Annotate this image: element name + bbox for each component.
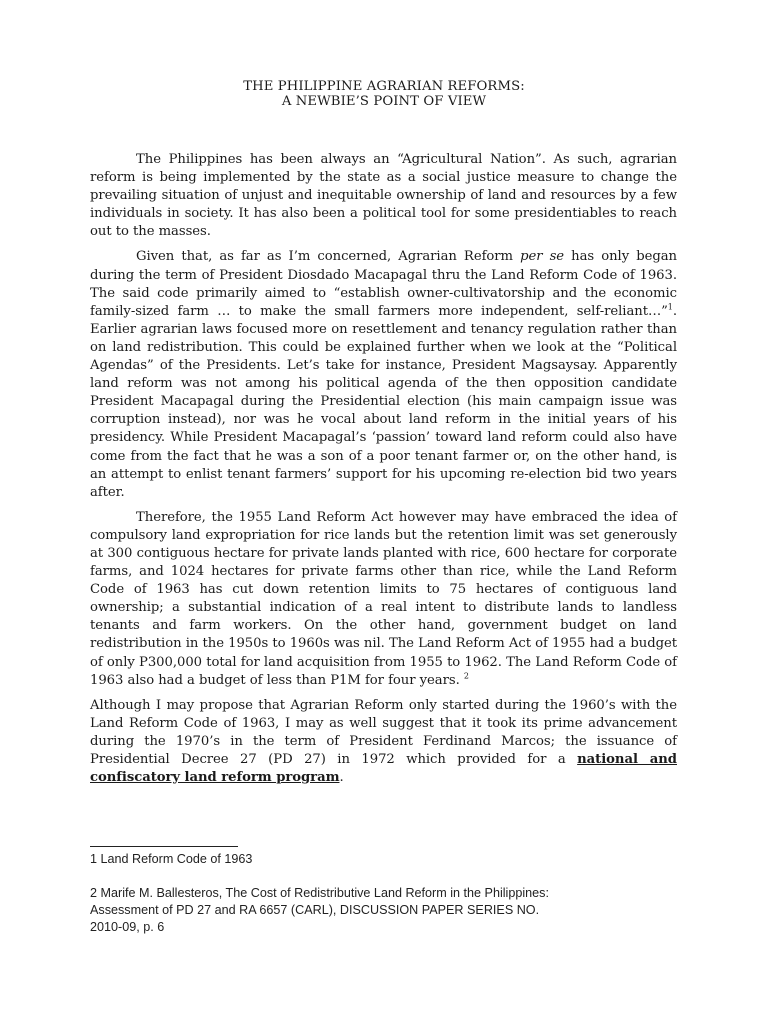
paragraph-4-text: Although I may propose that Agrarian Reform only started during the 1960’s with the Land Reform Code of 1963, I may as well suggest that it took its prime advancement during the 1970’s in the term of President Ferdinand Marcos; the issuance of Presidential Decree 27 (PD 27) in 1972 which provided for a: [90, 697, 677, 767]
paragraph-2-emphasis: per se: [520, 249, 565, 265]
paragraph-1: [90, 151, 677, 241]
footnote-ref-1[interactable]: 1: [667, 302, 673, 312]
paragraph-3: [90, 509, 677, 690]
footnote-2-line-2: Assessment of PD 27 and RA 6657 (CARL), DISCUSSION PAPER SERIES NO.: [90, 903, 540, 917]
footnote-1: 1 Land Reform Code of 1963: [90, 852, 253, 866]
paragraph-2-text-b: has only began during the term of President Diosdado Macapagal thru the Land Reform Code of 1963. The said code primarily aimed to “establish owner-cultivatorship and the economic family-sized farm … to make the small farmers more independent, self-reliant…”: [90, 249, 678, 319]
paragraph-4-end: .: [339, 770, 344, 786]
footnote-2-line-3: 2010-09, p. 6: [90, 920, 165, 934]
paragraph-1-text: The Philippines has been always an “Agricultural Nation”. As such, agrarian reform is being implemented by the state as a social justice measure to change the prevailing situation of unjust and inequitable ownership of land and resources by a few individuals in society. It has also been a political tool for some presidentiables to reach out to the masses.: [90, 152, 677, 240]
footnotes: [90, 851, 690, 936]
paragraph-4: [90, 697, 677, 787]
paragraph-2-text-c: . Earlier agrarian laws focused more on resettlement and tenancy regulation rather than on land redistribution. This could be explained further when we look at the “Political Agendas” of the Presidents. Let’s take for instance, President Magsaysay. Apparently land reform was not among his political agenda of the then opposition candidate President Macapagal during the Presidential election (his main campaign issue was corruption instead), nor was he vocal about land reform in the initial years of his presidency. While President Macapagal’s ‘passion’ toward land reform could also have come from the fact that he was a son of a poor tenant farmer or, on the other hand, is an attempt to enlist tenant farmers’ support for his upcoming re-election bid two years after.: [90, 303, 677, 500]
document-body: [90, 151, 677, 794]
footnote-2-line-1: 2 Marife M. Ballesteros, The Cost of Redistributive Land Reform in the Philippines:: [90, 886, 549, 900]
footnote-separator: [90, 846, 238, 847]
paragraph-3-text: Therefore, the 1955 Land Reform Act however may have embraced the idea of compulsory land expropriation for rice lands but the retention limit was set generously at 300 contiguous hectare for private lands planted with rice, 600 hectare for corporate farms, and 1024 hectares for private farms other than rice, while the Land Reform Code of 1963 has cut down retention limits to 75 hectares of contiguous land ownership; a substantial indication of a real intent to distribute lands to landless tenants and farm workers. On the other hand, government budget on land redistribution in the 1950s to 1960s was nil. The Land Reform Act of 1955 had a budget of only P300,000 total for land acquisition from 1955 to 1962. The Land Reform Code of 1963 also had a budget of less than P1M for four years.: [90, 509, 677, 688]
paragraph-2: [90, 248, 677, 501]
title-line-2: A NEWBIE’S POINT OF VIEW: [281, 94, 487, 109]
paragraph-2-text-a: Given that, as far as I’m concerned, Agrarian Reform: [136, 249, 521, 265]
title-line-1: THE PHILIPPINE AGRARIAN REFORMS:: [243, 79, 525, 94]
paragraph-4-emphasis: national and confiscatory land reform program: [90, 752, 677, 786]
document-title: [0, 79, 768, 109]
footnote-ref-2[interactable]: 2: [463, 671, 469, 681]
